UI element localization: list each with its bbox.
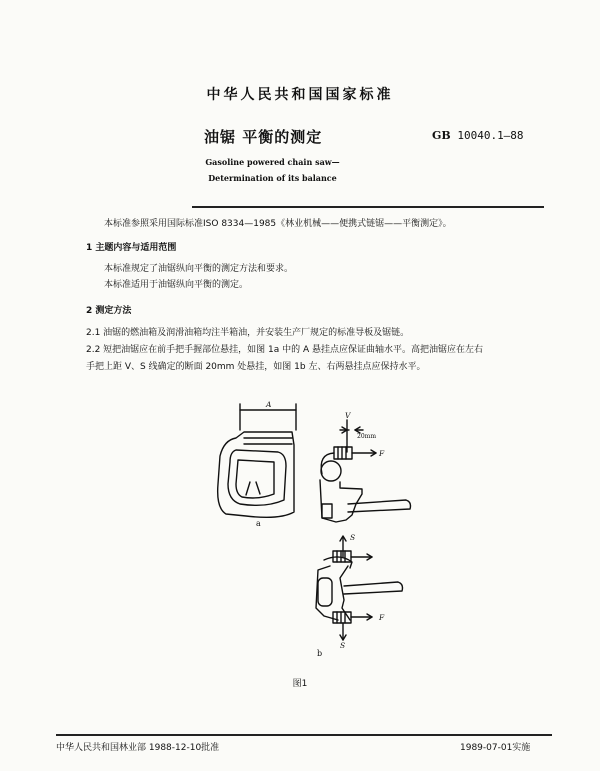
footer-divider bbox=[56, 734, 552, 736]
label-20mm: 20mm bbox=[357, 433, 377, 440]
clause-2-2-line1: 2.2 短把油锯应在前手把手握部位悬挂，如图 1a 中的 A 悬挂点应保证曲轴水平。高把油锯应在左右 bbox=[86, 345, 484, 355]
english-title-line1: Gasoline powered chain saw— bbox=[205, 157, 340, 167]
intro-paragraph: 本标准参照采用国际标准ISO 8334—1985《林业机械——便携式链锯——平衡测定》。 bbox=[104, 219, 452, 229]
clause-2-1: 2.1 油锯的燃油箱及润滑油箱均注半箱油，并安装生产厂规定的标准导板及锯链。 bbox=[86, 328, 410, 338]
label-s-bottom: S bbox=[340, 641, 346, 650]
label-f-bottom: F bbox=[379, 613, 385, 622]
section-1-paragraph-1: 本标准规定了油锯纵向平衡的测定方法和要求。 bbox=[104, 264, 294, 274]
approval-info: 中华人民共和国林业部 1988-12-10批准 bbox=[56, 743, 220, 753]
figure-1b-drawing bbox=[316, 536, 403, 640]
english-title-line2: Determination of its balance bbox=[208, 173, 337, 183]
subfigure-b-label: b bbox=[317, 649, 323, 658]
section-1-paragraph-2: 本标准适用于油锯纵向平衡的测定。 bbox=[104, 280, 249, 290]
standard-prefix: GB bbox=[432, 129, 451, 142]
subfigure-a-label: a bbox=[256, 519, 261, 528]
label-f-top: F bbox=[379, 449, 385, 458]
figure-1a-drawing bbox=[218, 404, 296, 517]
standard-code: 10040.1—88 bbox=[457, 129, 524, 142]
standard-title: 油锯 平衡的测定 bbox=[204, 128, 323, 146]
section-1-heading: 1 主题内容与适用范围 bbox=[86, 243, 177, 253]
figure-caption: 图1 bbox=[292, 679, 308, 689]
section-2-heading: 2 测定方法 bbox=[86, 306, 132, 316]
effective-date: 1989-07-01实施 bbox=[460, 743, 531, 753]
clause-2-2-line2: 手把上距 V、S 线确定的断面 20mm 处悬挂，如图 1b 左、右两悬挂点应保持水平。 bbox=[86, 362, 426, 372]
issuing-authority: 中华人民共和国国家标准 bbox=[206, 87, 394, 103]
label-v: V bbox=[345, 411, 351, 420]
label-a-dimension: A bbox=[266, 400, 272, 409]
label-s-top: S bbox=[350, 533, 356, 542]
